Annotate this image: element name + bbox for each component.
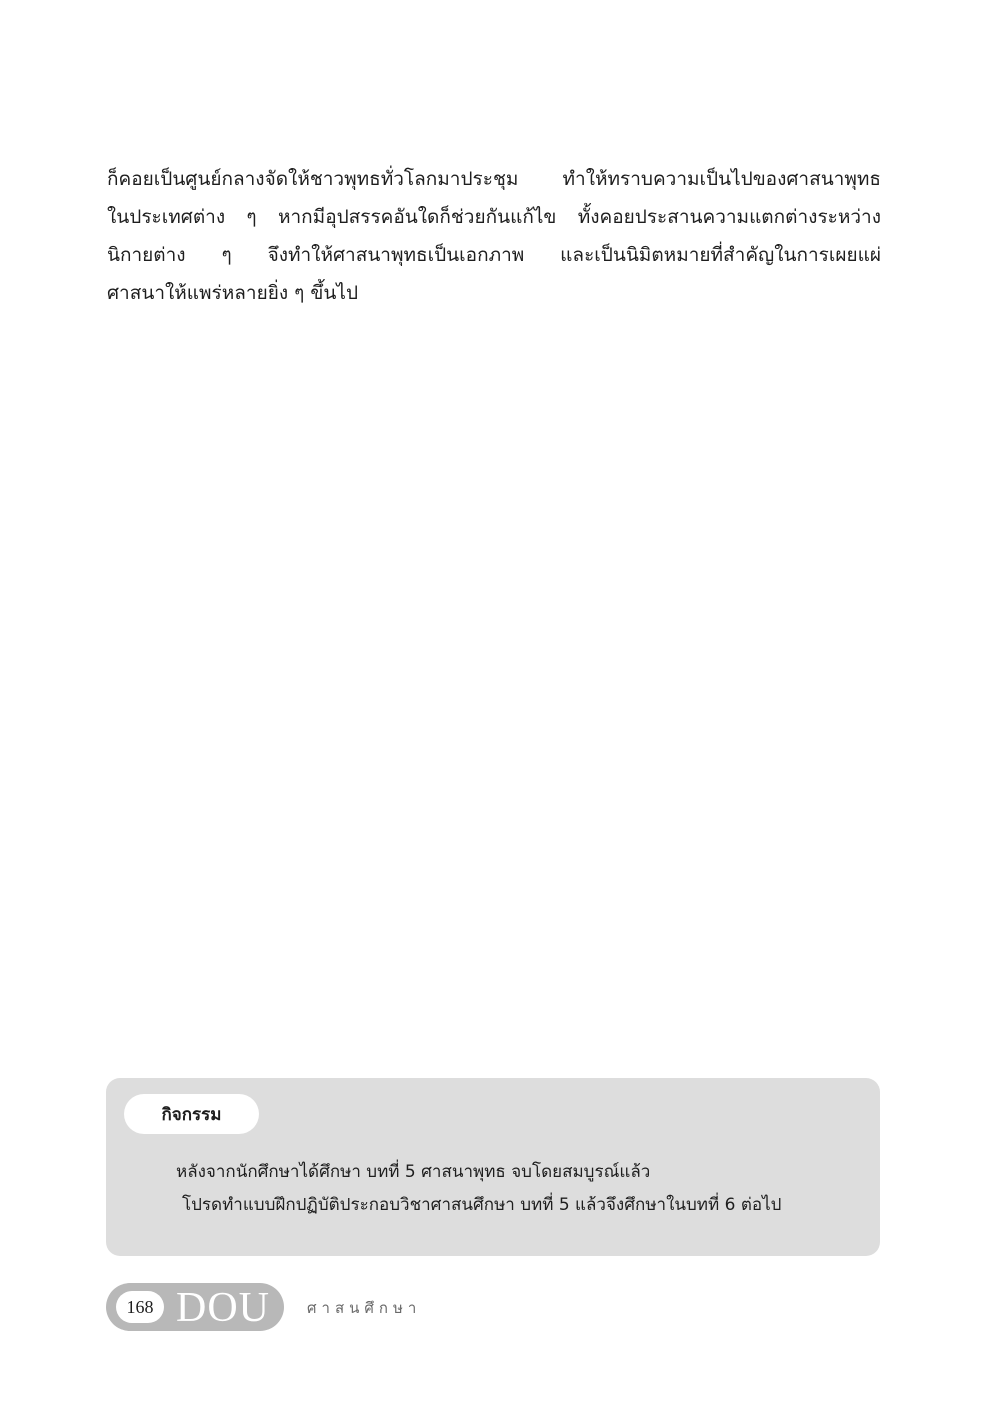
- body-line-1: ก็คอยเป็นศูนย์กลางจัดให้ชาวพุทธทั่วโลกมาประชุม ทำให้ทราบความเป็นไปของศาสนาพุทธ: [107, 168, 881, 190]
- dou-logo: DOU: [176, 1285, 270, 1331]
- body-line-2: ในประเทศต่าง ๆ หากมีอุปสรรคอันใดก็ช่วยกันแก้ไข ทั้งคอยประสานความแตกต่างระหว่าง: [107, 206, 881, 228]
- page-number: 168: [116, 1291, 164, 1323]
- activity-line-2: โปรดทำแบบฝึกปฏิบัติประกอบวิชาศาสนศึกษา บทที่ 5 แล้วจึงศึกษาในบทที่ 6 ต่อไป: [182, 1195, 782, 1215]
- body-line-3: นิกายต่าง ๆ จึงทำให้ศาสนาพุทธเป็นเอกภาพ และเป็นนิมิตหมายที่สำคัญในการเผยแผ่: [107, 244, 881, 266]
- activity-line-1: หลังจากนักศึกษาได้ศึกษา บทที่ 5 ศาสนาพุทธ จบโดยสมบูรณ์แล้ว: [176, 1162, 651, 1182]
- footer-badge: [106, 1283, 284, 1331]
- activity-title: กิจกรรม: [124, 1094, 259, 1134]
- body-line-4: ศาสนาให้แพร่หลายยิ่ง ๆ ขึ้นไป: [107, 282, 359, 304]
- activity-box: [106, 1078, 880, 1256]
- body-paragraph: [107, 160, 881, 312]
- footer-course-name: ศาสนศึกษา: [307, 1299, 422, 1317]
